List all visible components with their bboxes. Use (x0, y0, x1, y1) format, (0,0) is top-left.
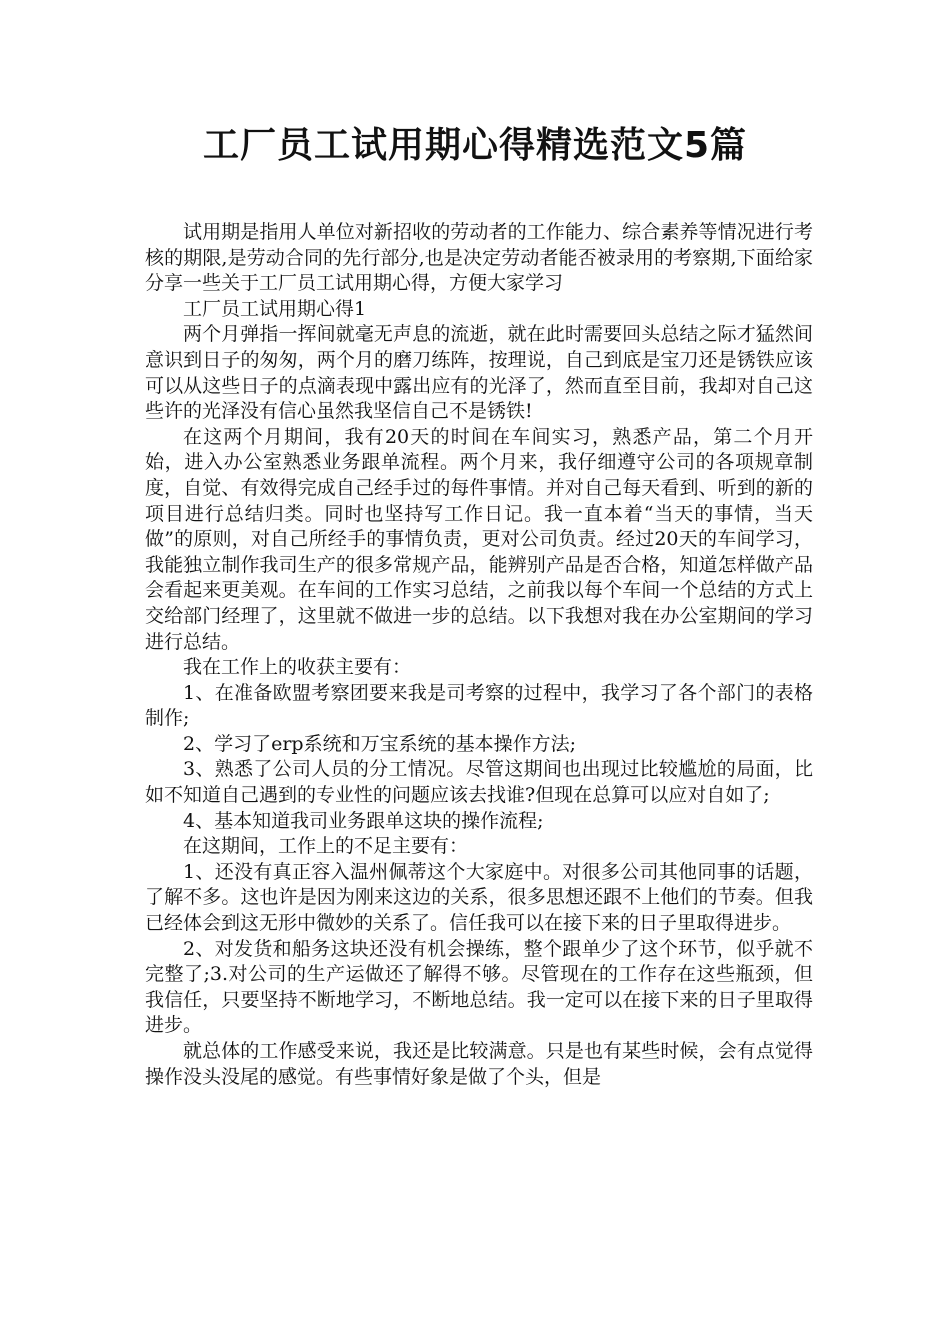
intro-paragraph: 试用期是指用人单位对新招收的劳动者的工作能力、综合素养等情况进行考核的期限,是劳动合同的先行部分,也是决定劳动者能否被录用的考察期,下面给家分享一些关于工厂员工试用期心得，方便大家学习 (145, 221, 813, 295)
list-item: 2、对发货和船务这块还没有机会操练，整个跟单少了这个环节，似乎就不完整了;3.对公司的生产运做还了解得不够。尽管现在的工作存在这些瓶颈，但我信任，只要坚持不断地学习，不断地总结。我一定可以在接下来的日子里取得进步。 (145, 937, 813, 1037)
list-item: 4、基本知道我司业务跟单这块的操作流程; (183, 809, 544, 832)
body-paragraph: 就总体的工作感受来说，我还是比较满意。只是也有某些时候，会有点觉得操作没头没尾的感觉。有些事情好象是做了个头，但是 (145, 1040, 813, 1088)
document-body (145, 220, 813, 1090)
body-paragraph: 在这两个月期间，我有20天的时间在车间实习，熟悉产品，第二个月开始，进入办公室熟悉业务跟单流程。两个月来，我仔细遵守公司的各项规章制度，自觉、有效得完成自己经手过的每件事情。并对自己每天看到、听到的新的项目进行总结归类。同时也坚持写工作日记。我一直本着“当天的事情，当天做”的原则，对自己所经手的事情负责，更对公司负责。经过20天的车间学习，我能独立制作我司生产的很多常规产品，能辨别产品是否合格，知道怎样做产品会看起来更美观。在车间的工作实习总结，之前我以每个车间一个总结的方式上交给部门经理了，这里就不做进一步的总结。以下我想对我在办公室期间的学习进行总结。 (145, 425, 813, 653)
document-title: 工厂员工试用期心得精选范文5篇 (202, 125, 748, 166)
body-paragraph: 在这期间，工作上的不足主要有： (183, 835, 469, 858)
section-heading: 工厂员工试用期心得1 (183, 297, 367, 320)
list-item: 2、学习了erp系统和万宝系统的基本操作方法; (183, 732, 576, 755)
list-item: 1、在准备欧盟考察团要来我是司考察的过程中，我学习了各个部门的表格制作; (145, 681, 813, 730)
list-item: 1、还没有真正容入温州佩蒂这个大家庭中。对很多公司其他同事的话题，了解不多。这也许是因为刚来这边的关系，很多思想还跟不上他们的节奏。但我已经体会到这无形中微妙的关系了。信任我可以在接下来的日子里取得进步。 (145, 860, 813, 935)
list-item: 3、熟悉了公司人员的分工情况。尽管这期间也出现过比较尴尬的局面，比如不知道自己遇到的专业性的问题应该去找谁?但现在总算可以应对自如了; (145, 758, 813, 807)
body-paragraph: 我在工作上的收获主要有： (183, 656, 412, 679)
body-paragraph: 两个月弹指一挥间就毫无声息的流逝，就在此时需要回头总结之际才猛然间意识到日子的匆匆，两个月的磨刀练阵，按理说，自己到底是宝刀还是锈铁应该可以从这些日子的点滴表现中露出应有的光泽了，然而直至目前，我却对自己这些许的光泽没有信心虽然我坚信自己不是锈铁! (145, 323, 813, 423)
